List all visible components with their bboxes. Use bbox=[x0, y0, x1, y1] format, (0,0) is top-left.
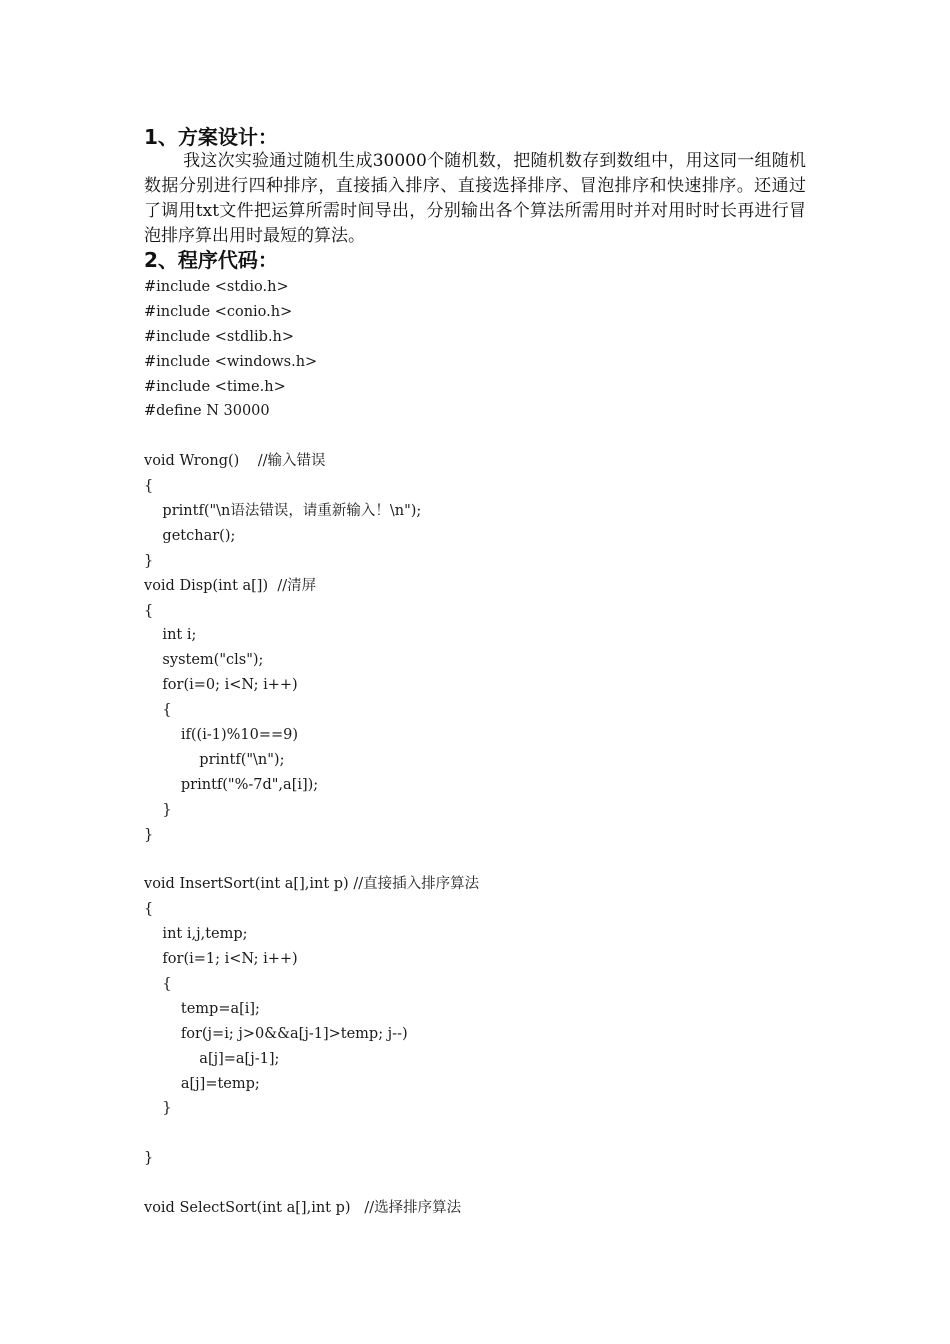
code-line: { bbox=[144, 602, 154, 619]
code-line: } bbox=[144, 826, 154, 843]
code-line: void Wrong() //输入错误 bbox=[144, 453, 326, 470]
code-line: system("cls"); bbox=[144, 652, 264, 669]
code-line: printf("\n语法错误，请重新输入！\n"); bbox=[144, 503, 422, 520]
code-block bbox=[144, 275, 479, 1221]
code-line: { bbox=[144, 478, 154, 495]
code-line: void Disp(int a[]) //清屏 bbox=[144, 577, 317, 594]
code-line: } bbox=[144, 1100, 172, 1117]
code-line: for(i=0; i<N; i++) bbox=[144, 677, 298, 694]
code-line bbox=[144, 1171, 479, 1196]
section-heading-code: 2、程序代码： bbox=[144, 248, 278, 272]
code-line bbox=[144, 1121, 479, 1146]
code-line: { bbox=[144, 975, 172, 992]
code-line: printf("%-7d",a[i]); bbox=[144, 776, 319, 793]
code-line: a[j]=a[j-1]; bbox=[144, 1050, 280, 1067]
code-line: } bbox=[144, 801, 172, 818]
code-line: #include <time.h> bbox=[144, 378, 286, 395]
code-line: { bbox=[144, 901, 154, 918]
code-line: int i; bbox=[144, 627, 197, 644]
code-line: } bbox=[144, 552, 154, 569]
code-line: for(j=i; j>0&&a[j-1]>temp; j--) bbox=[144, 1025, 408, 1042]
code-line: #include <conio.h> bbox=[144, 303, 293, 320]
code-line: getchar(); bbox=[144, 527, 236, 544]
code-line: #include <stdio.h> bbox=[144, 279, 289, 295]
section-heading-design: 1、方案设计： bbox=[144, 125, 278, 149]
code-line: { bbox=[144, 702, 172, 719]
design-paragraph: 我这次实验通过随机生成30000个随机数，把随机数存到数组中，用这同一组随机数据分别进行四种排序，直接插入排序、直接选择排序、冒泡排序和快速排序。还通过了调用txt文件把运算所需时间导出，分别输出各个算法所需用时并对用时时长再进行冒泡排序算出用时最短的算法。 bbox=[144, 151, 806, 246]
code-line: printf("\n"); bbox=[144, 751, 285, 768]
code-line: if((i-1)%10==9) bbox=[144, 727, 299, 744]
code-line bbox=[144, 847, 479, 872]
code-line: void SelectSort(int a[],int p) //选择排序算法 bbox=[144, 1199, 462, 1216]
code-line: #include <stdlib.h> bbox=[144, 328, 295, 345]
code-line: void InsertSort(int a[],int p) //直接插入排序算法 bbox=[144, 876, 480, 893]
code-line: #define N 30000 bbox=[144, 403, 270, 420]
code-line bbox=[144, 424, 479, 449]
code-line: for(i=1; i<N; i++) bbox=[144, 951, 298, 968]
code-line: #include <windows.h> bbox=[144, 353, 318, 370]
code-line: } bbox=[144, 1150, 154, 1167]
code-line: int i,j,temp; bbox=[144, 926, 248, 943]
code-line: temp=a[i]; bbox=[144, 1000, 260, 1017]
code-line: a[j]=temp; bbox=[144, 1075, 260, 1092]
